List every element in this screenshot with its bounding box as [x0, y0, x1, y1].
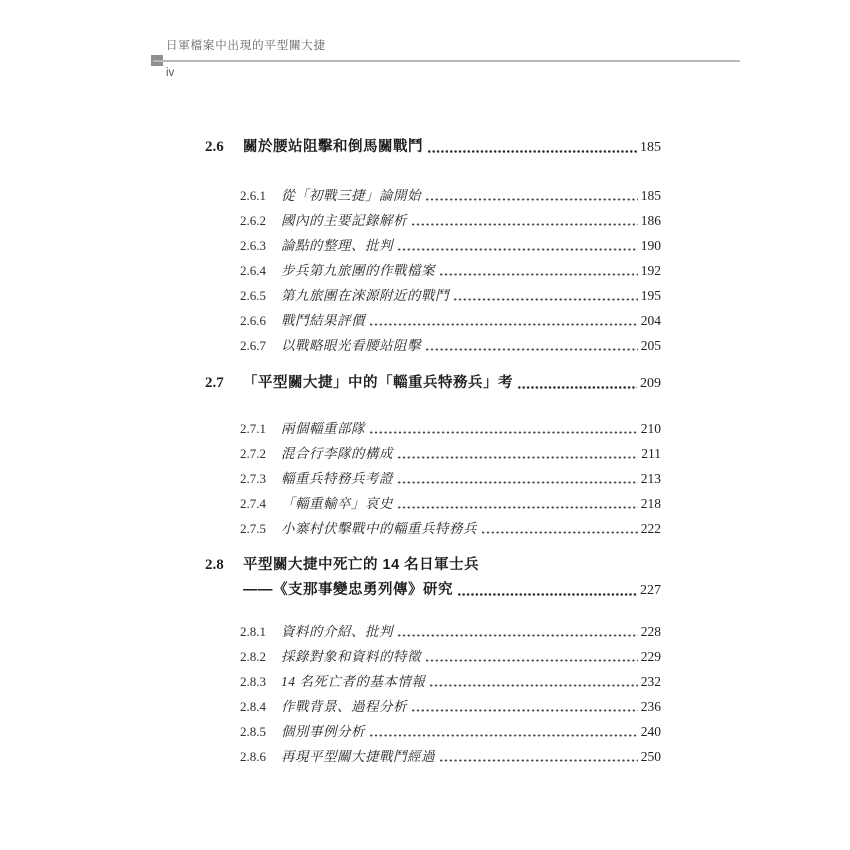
section-title: 「平型關大捷」中的「輜重兵特務兵」考	[243, 375, 513, 391]
toc-item-entry	[240, 333, 661, 358]
item-number: 2.6.5	[240, 288, 266, 303]
toc-item-entry	[240, 308, 661, 333]
item-page-number: 185	[640, 188, 661, 203]
item-page-number: 192	[640, 263, 661, 278]
toc-item-entry	[240, 183, 661, 208]
dot-leader	[393, 233, 641, 258]
item-title: 採錄對象和資料的特徵	[281, 649, 421, 664]
section-page-number: 227	[640, 583, 661, 598]
item-title: 「輜重輸卒」哀史	[281, 496, 393, 511]
dot-leader	[393, 619, 641, 644]
item-title: 戰鬥結果評價	[281, 313, 365, 328]
dot-leader	[365, 719, 641, 744]
dot-leader	[421, 644, 641, 669]
toc-item-entry	[240, 441, 661, 466]
dot-leader	[407, 694, 641, 719]
dot-leader	[423, 135, 640, 160]
dot-leader	[435, 258, 641, 283]
toc-item-entry	[240, 258, 661, 283]
section-title: 關於腰站阻擊和倒馬關戰鬥	[243, 139, 423, 155]
section-page-number: 185	[640, 140, 661, 155]
toc-subsection-group	[205, 619, 661, 769]
header-rule	[153, 60, 740, 62]
item-title: 從「初戰三捷」論開始	[281, 188, 421, 203]
toc-item-entry	[240, 208, 661, 233]
toc-item-entry	[240, 719, 661, 744]
item-title: 輜重兵特務兵考證	[281, 471, 393, 486]
toc-item-entry	[240, 644, 661, 669]
item-number: 2.8.3	[240, 674, 266, 689]
item-number: 2.7.1	[240, 421, 266, 436]
section-number: 2.6	[205, 139, 224, 155]
item-number: 2.8.1	[240, 624, 266, 639]
toc-item-entry	[240, 516, 661, 541]
item-title: 步兵第九旅團的作戰檔案	[281, 263, 435, 278]
dot-leader	[421, 333, 641, 358]
item-page-number: 213	[640, 471, 661, 486]
item-number: 2.8.5	[240, 724, 266, 739]
item-title: 個別事例分析	[281, 724, 365, 739]
item-number: 2.6.3	[240, 238, 266, 253]
section-page-number: 209	[640, 376, 661, 391]
dot-leader	[365, 308, 641, 333]
section-title: 平型關大捷中死亡的 14 名日軍士兵	[243, 557, 480, 573]
item-page-number: 250	[640, 749, 661, 764]
item-page-number: 204	[640, 313, 661, 328]
item-page-number: 210	[640, 421, 661, 436]
toc-section-entry	[205, 371, 661, 396]
item-number: 2.8.4	[240, 699, 266, 714]
toc-item-entry	[240, 416, 661, 441]
running-title: 日軍檔案中出現的平型關大捷	[166, 40, 326, 52]
toc-item-entry	[240, 744, 661, 769]
item-title: 論點的整理、批判	[281, 238, 393, 253]
item-page-number: 190	[640, 238, 661, 253]
item-page-number: 240	[640, 724, 661, 739]
item-page-number: 222	[640, 521, 661, 536]
toc-item-entry	[240, 619, 661, 644]
item-page-number: 205	[640, 338, 661, 353]
item-page-number: 232	[640, 674, 661, 689]
toc-section-entry	[205, 135, 661, 160]
toc-subsection-group	[205, 416, 661, 541]
section-number: 2.8	[205, 557, 224, 573]
item-title: 國內的主要記錄解析	[281, 213, 407, 228]
item-number: 2.6.4	[240, 263, 266, 278]
toc-item-entry	[240, 694, 661, 719]
item-number: 2.6.6	[240, 313, 266, 328]
item-number: 2.7.3	[240, 471, 266, 486]
toc-section-subtitle	[243, 578, 661, 603]
item-title: 資料的介紹、批判	[281, 624, 393, 639]
dot-leader	[477, 516, 641, 541]
section-subtitle: ——《支那事變忠勇列傳》研究	[243, 582, 453, 598]
dot-leader	[421, 183, 641, 208]
toc-section-entry	[205, 553, 661, 578]
dot-leader	[393, 466, 641, 491]
toc-item-entry	[240, 466, 661, 491]
toc-item-entry	[240, 669, 661, 694]
item-number: 2.6.1	[240, 188, 266, 203]
item-page-number: 218	[640, 496, 661, 511]
item-title: 兩個輜重部隊	[281, 421, 365, 436]
dot-leader	[453, 578, 640, 603]
dot-leader	[365, 416, 641, 441]
dot-leader	[449, 283, 641, 308]
item-number: 2.6.7	[240, 338, 266, 353]
section-number: 2.7	[205, 375, 224, 391]
dot-leader	[435, 744, 641, 769]
item-number: 2.7.4	[240, 496, 266, 511]
item-page-number: 195	[640, 288, 661, 303]
item-page-number: 228	[640, 624, 661, 639]
item-title: 作戰背景、過程分析	[281, 699, 407, 714]
toc-item-entry	[240, 491, 661, 516]
item-title: 14 名死亡者的基本情報	[281, 674, 426, 689]
item-title: 混合行李隊的構成	[281, 446, 393, 461]
item-title: 再現平型關大捷戰鬥經過	[281, 749, 435, 764]
item-title: 以戰略眼光看腰站阻擊	[281, 338, 421, 353]
dot-leader	[425, 669, 640, 694]
item-number: 2.7.5	[240, 521, 266, 536]
folio-page-number: iv	[166, 67, 175, 79]
toc-subsection-group	[205, 183, 661, 358]
item-number: 2.8.6	[240, 749, 266, 764]
table-of-contents	[205, 135, 661, 769]
toc-item-entry	[240, 233, 661, 258]
item-title: 第九旅團在淶源附近的戰鬥	[281, 288, 449, 303]
item-number: 2.8.2	[240, 649, 266, 664]
item-page-number: 236	[640, 699, 661, 714]
toc-item-entry	[240, 283, 661, 308]
item-page-number: 229	[640, 649, 661, 664]
item-title: 小寨村伏擊戰中的輜重兵特務兵	[281, 521, 477, 536]
dot-leader	[393, 491, 641, 516]
dot-leader	[407, 208, 641, 233]
item-page-number: 211	[641, 446, 661, 461]
item-number: 2.7.2	[240, 446, 266, 461]
dot-leader	[393, 441, 641, 466]
dot-leader	[513, 371, 640, 396]
item-number: 2.6.2	[240, 213, 266, 228]
item-page-number: 186	[640, 213, 661, 228]
